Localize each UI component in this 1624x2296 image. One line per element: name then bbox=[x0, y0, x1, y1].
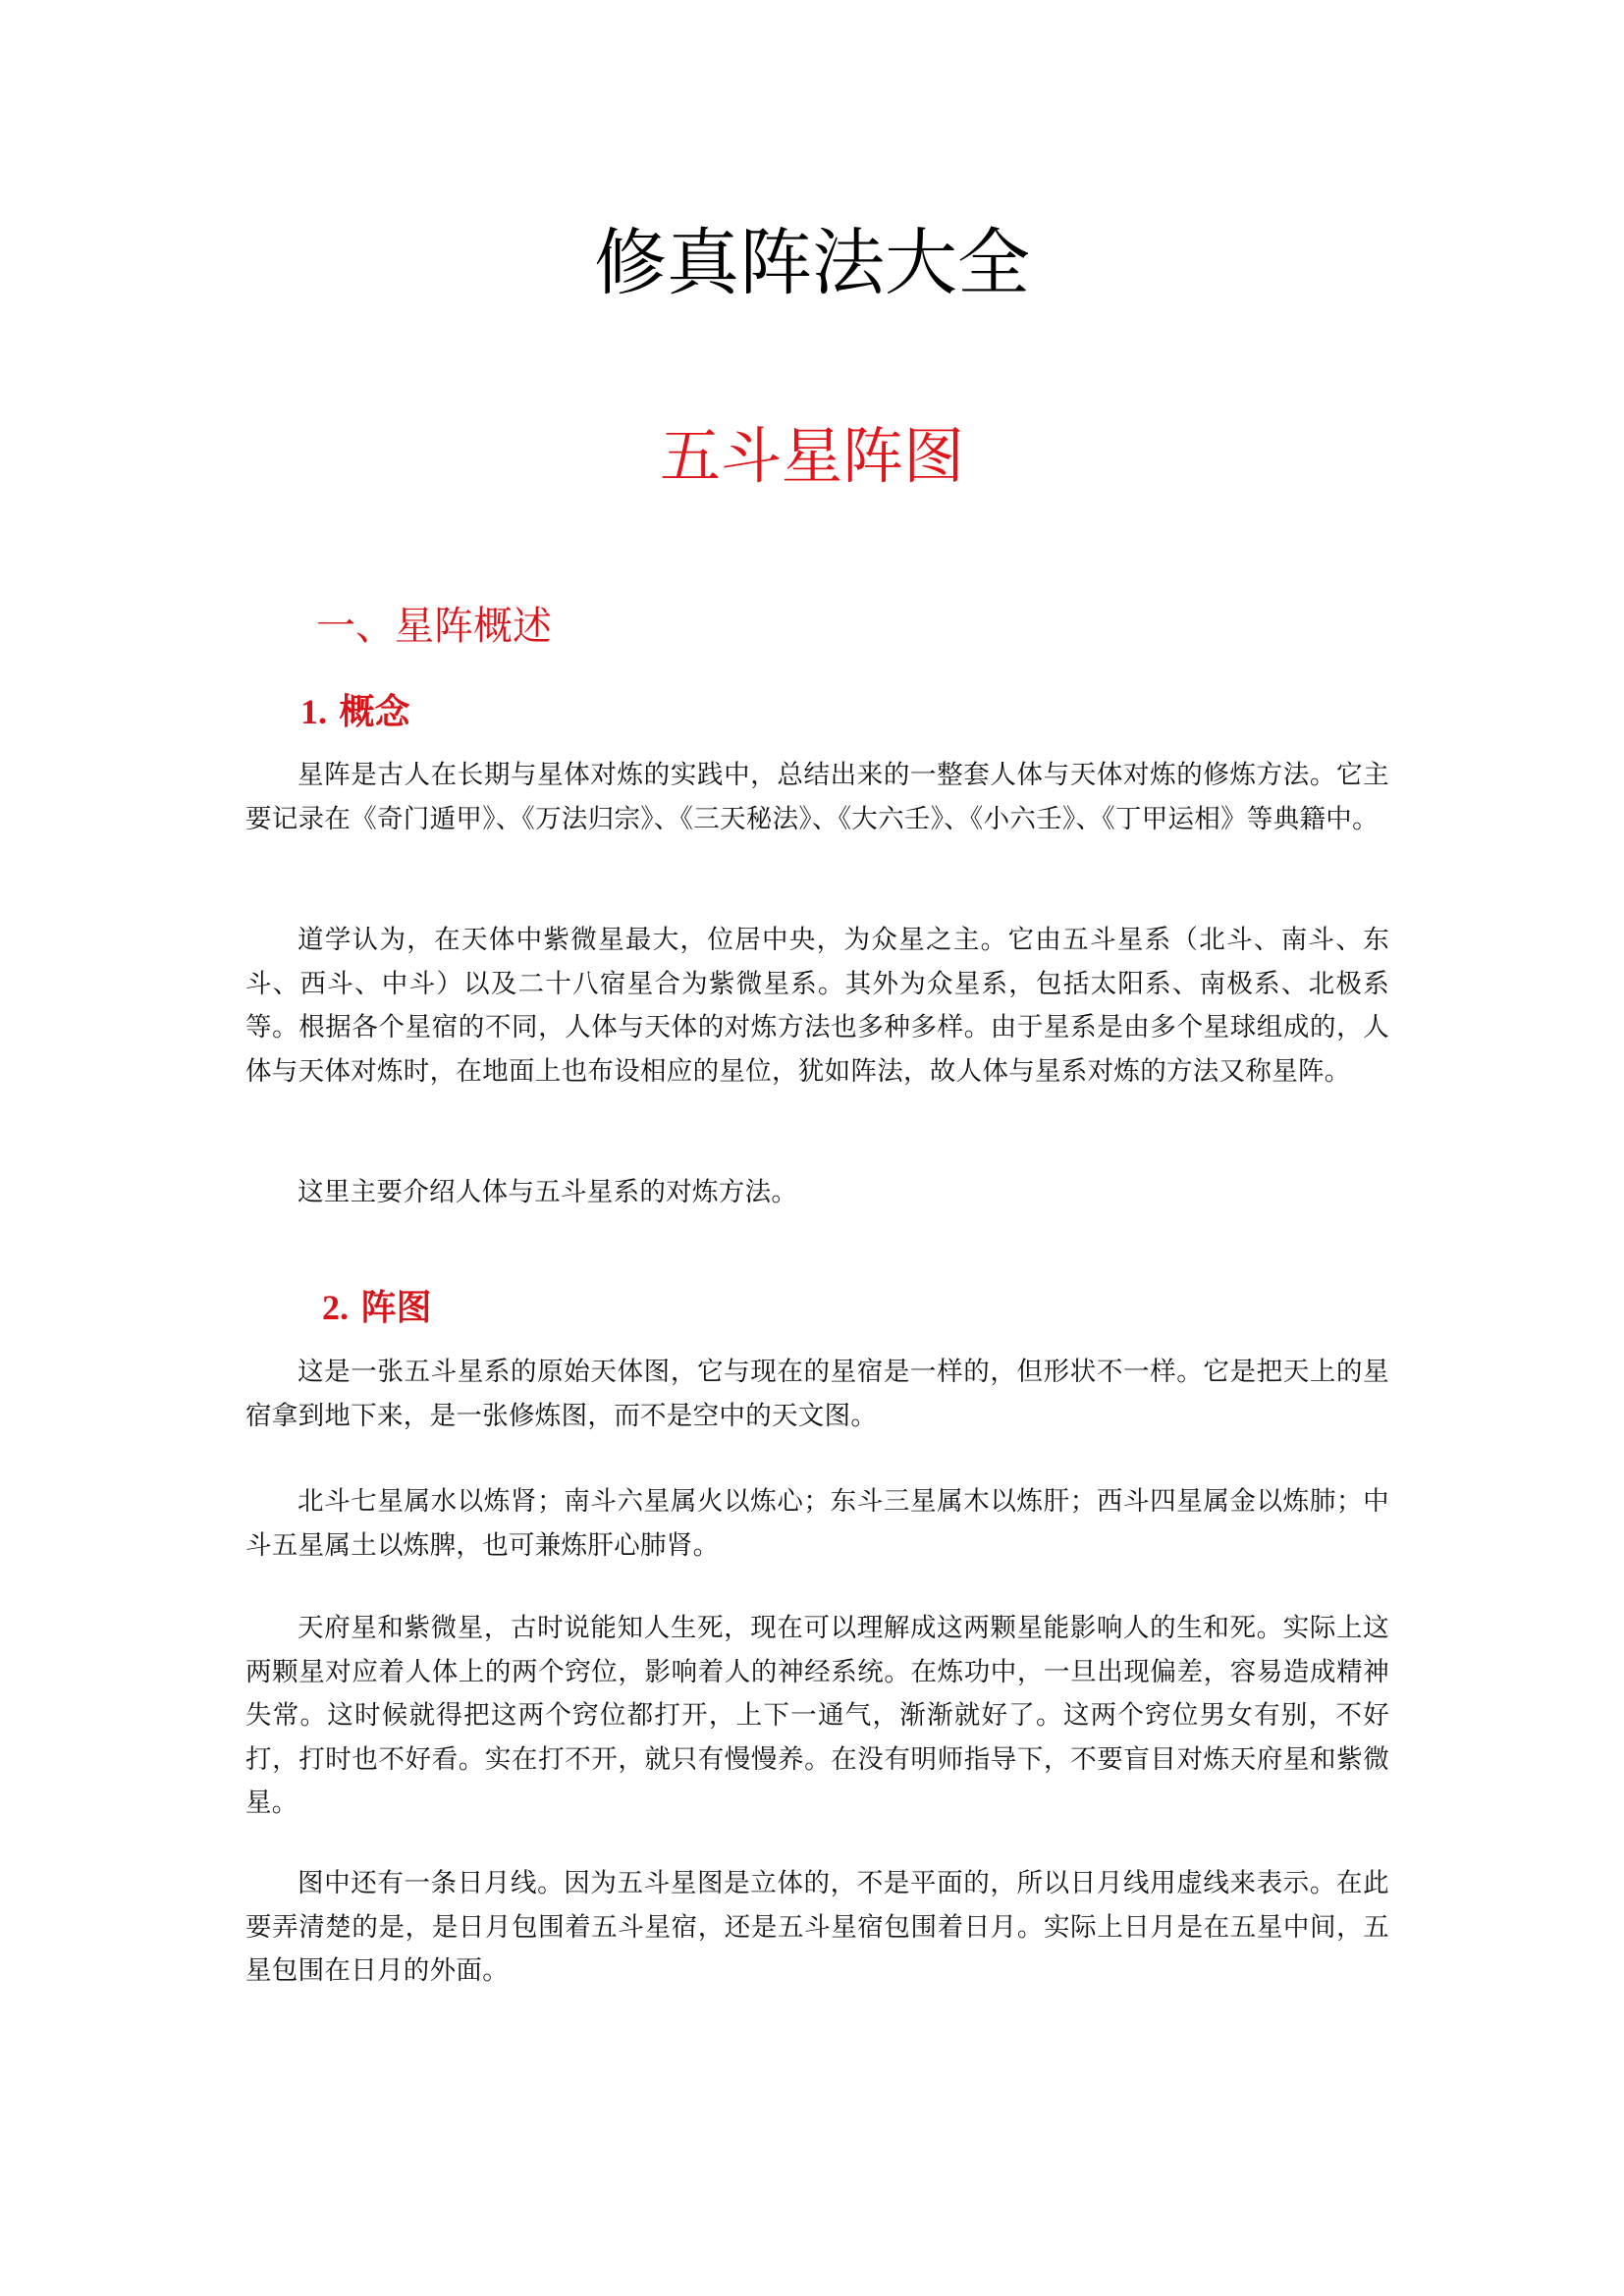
paragraph: 北斗七星属水以炼肾；南斗六星属火以炼心；东斗三星属木以炼肝；西斗四星属金以炼肺；中斗五星属土以炼脾，也可兼炼肝心肺肾。 bbox=[245, 1486, 1389, 1561]
section-heading-overview: 一、星阵概述 bbox=[316, 604, 552, 649]
document-title: 修真阵法大全 bbox=[594, 221, 1030, 305]
subsection-heading-diagram bbox=[322, 1283, 432, 1333]
paragraph: 这是一张五斗星系的原始天体图，它与现在的星宿是一样的，但形状不一样。它是把天上的星宿拿到地下来，是一张修炼图，而不是空中的天文图。 bbox=[245, 1357, 1389, 1431]
subsection-title: 概念 bbox=[339, 692, 410, 732]
document-subtitle: 五斗星阵图 bbox=[659, 420, 964, 492]
subsection-number: 1. bbox=[300, 692, 327, 731]
paragraph: 这里主要介绍人体与五斗星系的对炼方法。 bbox=[298, 1177, 798, 1207]
paragraph: 星阵是古人在长期与星体对炼的实践中，总结出来的一整套人体与天体对炼的修炼方法。它主要记录在《奇门遁甲》、《万法归宗》、《三天秘法》、《大六壬》、《小六壬》、《丁甲运相》等典籍中。 bbox=[245, 760, 1389, 834]
subsection-number: 2. bbox=[322, 1288, 349, 1327]
paragraph: 道学认为，在天体中紫微星最大，位居中央，为众星之主。它由五斗星系（北斗、南斗、东斗、西斗、中斗）以及二十八宿星合为紫微星系。其外为众星系，包括太阳系、南极系、北极系等。根据各个星宿的不同，人体与天体的对炼方法也多种多样。由于星系是由多个星球组成的，人体与天体对炼时，在地面上也布设相应的星位，犹如阵法，故人体与星系对炼的方法又称星阵。 bbox=[245, 925, 1389, 1087]
subsection-heading-concept bbox=[300, 687, 410, 737]
paragraph: 天府星和紫微星，古时说能知人生死，现在可以理解成这两颗星能影响人的生和死。实际上这两颗星对应着人体上的两个窍位，影响着人的神经系统。在炼功中，一旦出现偏差，容易造成精神失常。这时候就得把这两个窍位都打开，上下一通气，渐渐就好了。这两个窍位男女有别，不好打，打时也不好看。实在打不开，就只有慢慢养。在没有明师指导下，不要盲目对炼天府星和紫微星。 bbox=[245, 1613, 1389, 1818]
subsection-title: 阵图 bbox=[360, 1288, 432, 1328]
paragraph: 图中还有一条日月线。因为五斗星图是立体的，不是平面的，所以日月线用虚线来表示。在此要弄清楚的是，是日月包围着五斗星宿，还是五斗星宿包围着日月。实际上日月是在五星中间，五星包围在日月的外面。 bbox=[245, 1868, 1389, 1986]
